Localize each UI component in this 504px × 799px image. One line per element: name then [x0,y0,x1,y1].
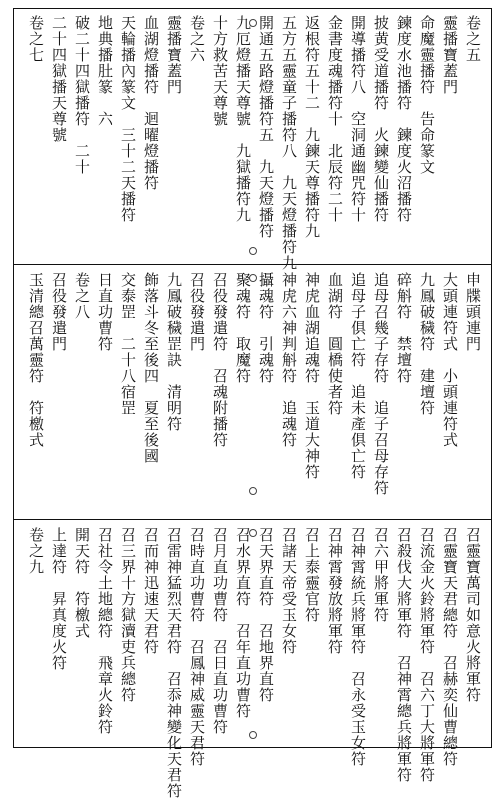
text-column: 召靈寶天君總符 召赫奕仙曹總符 [441,527,459,767]
text-column: 卷之六 [188,15,206,63]
register-bottom [14,521,491,799]
text-column: 靈播寶蓋門 [165,15,183,95]
text-column: 靈播寶蓋門 [441,15,459,95]
text-column: 卷之八 [73,272,91,320]
text-column: 地典播肚篆 六 [96,15,114,127]
text-column: 飾落斗冬至後四 夏至後國 [142,272,160,464]
binding-hole-4 [249,487,257,495]
text-column: 披黄受道播符 火鍊變仙播符 [372,15,390,223]
text-column: 神虎六神判斛符 追魂符 [280,272,298,448]
text-column: 召三界十方獄瀆吏兵總符 [119,527,137,703]
text-column: 二十四獄播天尊號 [50,15,68,143]
text-column: 召役發遣門 [50,272,68,352]
text-column: 卷之七 [27,15,45,63]
text-column: 大頭連符式 小頭連符式 [441,272,459,448]
text-column: 召天界直符 召地界直符 [257,527,275,703]
binding-hole-1 [249,19,257,27]
text-column: 召社令土地總符 飛章火鈴符 [96,527,114,735]
text-column: 玉清總召萬靈符 符檄式 [27,272,45,448]
text-column: 天輪播內篆文 三十二天播符 [119,15,137,223]
text-column: 召而神迅速天君符 [142,527,160,655]
text-column: 召流金火鈴將軍符 召六丁大將軍符 [418,527,436,783]
text-column: 攝魂符 引魂符 [257,272,275,384]
text-column: 九厄燈播天尊號 九獄播符九 [234,15,252,223]
text-column: 破二十四獄播符 二十 [73,15,91,175]
text-column: 召水界直符 召年直功曹符 [234,527,252,719]
text-column: 卷之五 [464,15,482,63]
text-column: 血湖燈播符 迴曜燈播符 [142,15,160,191]
binding-hole-3 [249,274,257,282]
text-column: 召上泰靈官符 [303,527,321,623]
text-column: 追母召幾子存符 追子召母存符 [372,272,390,496]
text-column: 召役發遣門 [188,272,206,352]
text-column: 追母子俱亡符 追未產俱亡符 [349,272,367,480]
scripture-page [13,8,492,799]
text-column: 開通五路燈播符五 九天燈播符 [257,15,275,239]
text-column: 上達符 昇真度火符 [50,527,68,671]
text-column: 十方救苦天尊號 [211,15,229,127]
text-column: 聚魂符 取魔符 [234,272,252,384]
register-divider-1 [14,264,491,265]
binding-hole-2 [249,247,257,255]
text-column: 召神霄統兵將軍符 召永受玉女符 [349,527,367,767]
register-middle [14,266,491,519]
text-column: 召靈寶萬司如意火將軍符 [464,527,482,703]
text-column: 交泰罡 二十八宿罡 [119,272,137,416]
register-divider-2 [14,519,491,520]
text-column: 九鳳破穢符 建壇符 [418,272,436,416]
text-column: 召六甲將軍符 [372,527,390,623]
text-column: 開天符 符檄式 [73,527,91,639]
text-column: 命魔靈播符 告命篆文 [418,15,436,175]
register-top [14,9,491,271]
text-column: 召雷神猛烈天君符 召忝神變化天君符 [165,527,183,799]
text-column: 九鳳破穢罡訣 清明符 [165,272,183,432]
text-column: 開導播符八 空洞通幽咒符十 [349,15,367,223]
text-column: 碎斛符 禁壇符 [395,272,413,384]
text-column: 召諸天帝受玉女符 [280,527,298,655]
text-column: 卷之九 [27,527,45,575]
text-column: 返根符五十二 九鍊天尊播符九 [303,15,321,239]
binding-hole-5 [249,529,257,537]
text-column: 金書度魂播符十 北辰符二十 [326,15,344,223]
text-column: 召時直功曹符 召鳳神威靈天君符 [188,527,206,767]
text-column: 申牒頭連門 [464,272,482,352]
text-column: 日直功曹符 [96,272,114,352]
binding-hole-6 [249,731,257,739]
text-column: 血湖符 圓橋使者符 [326,272,344,416]
text-column: 召役發遣符 召魂附播符 [211,272,229,448]
text-column: 鍊度水池播符 鍊度火沼播符 [395,15,413,223]
text-column: 召月直功曹符 召日直功曹符 [211,527,229,735]
text-column: 召神霄發放將軍符 [326,527,344,655]
text-column: 五方五靈童子播符八 九天燈播符九 [280,15,298,271]
text-column: 召殺伐大將軍符 召神霄總兵將軍符 [395,527,413,783]
text-column: 神虎血湖追魂符 玉道大神符 [303,272,321,480]
